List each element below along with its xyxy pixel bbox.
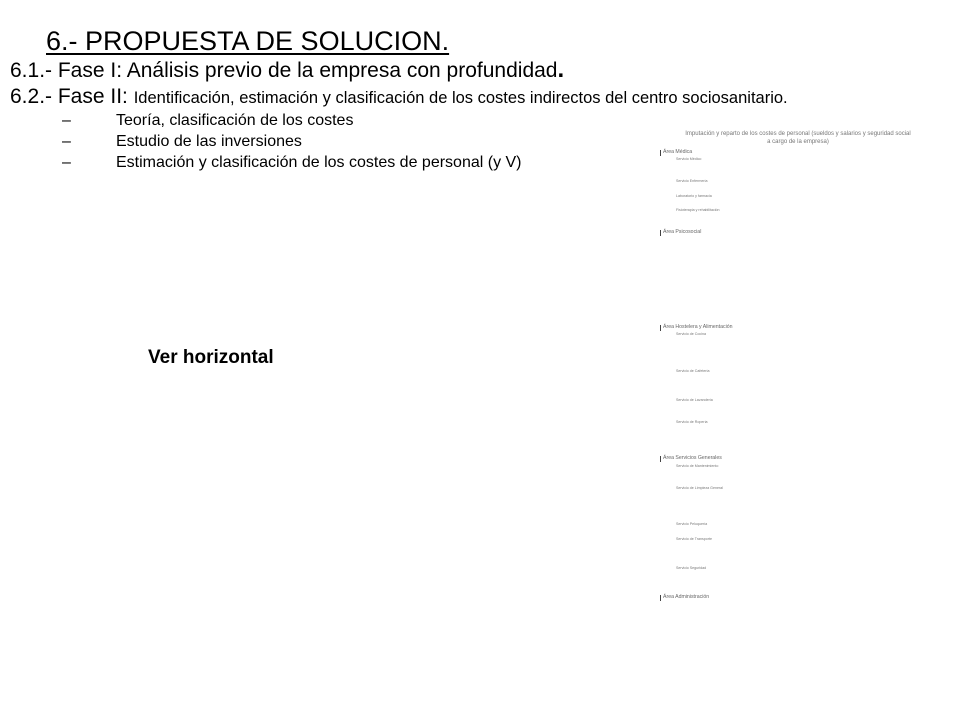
service-row [660,550,936,557]
cost-item-row [660,623,936,630]
list-item-text: Teoría, clasificación de los costes [116,112,354,129]
area-section-row-label: Área Médica [663,149,693,155]
service-row [660,521,936,528]
cost-item-row [660,251,936,258]
bullet-dash: – [62,112,71,129]
cost-item-row [660,616,936,623]
cost-item-row [660,302,936,309]
document-table [660,149,936,631]
service-row [660,295,936,302]
service-row [660,565,936,572]
cost-item-row [660,273,936,280]
service-row [660,601,936,608]
cost-item-row [660,492,936,499]
service-row [660,434,936,441]
service-row [660,331,936,338]
area-section-row [660,455,936,462]
bullet-dash: – [62,133,71,150]
cost-item-row [660,171,936,178]
area-section-row-label: Área Servicios Generales [663,455,722,462]
service-row-label: Laboratorio y farmacia [676,193,712,198]
service-row [660,485,936,492]
service-row-label: Fisioterapia y rehabilitación [676,208,720,213]
cost-item-row [660,543,936,550]
cost-item-row [660,200,936,207]
phase-1-text: 6.1.- Fase I: Análisis previo de la empresa con profundidad [10,59,558,82]
service-row-label: Servicio Enfermería [676,179,708,184]
service-row-label: Servicio de Limpieza General [676,485,723,490]
cost-item-row [660,514,936,521]
phase-2-heading [10,85,788,109]
cost-item-row [660,215,936,222]
cost-item-row [660,477,936,484]
cost-allocation-document [660,130,936,601]
cost-item-row [660,470,936,477]
cost-item-row [660,185,936,192]
service-row-label: Servicio de Lavandería [676,398,713,403]
service-row [660,368,936,375]
service-row [660,156,936,163]
cost-item-row [660,288,936,295]
cost-item-row [660,383,936,390]
cost-item-row [660,412,936,419]
area-section-row-label: Área Hostelera y Alimentación [663,324,733,331]
cost-item-row [660,441,936,448]
service-row-label: Servicio Seguridad [676,565,707,570]
list-item-text: Estimación y clasificación de los costes de personal (y V) [116,154,522,171]
phase-2-description: Identificación, estimación y clasificación de los costes indirectos del centro sociosanitario. [133,89,788,107]
service-row [660,237,936,244]
document-title-line-2: a cargo de la empresa) [767,139,829,145]
cost-item-row [660,587,936,594]
cost-item-row [660,390,936,397]
phase-2-lead: 6.2.- Fase II: [10,85,134,108]
area-section-row [660,594,936,601]
cost-item-row [660,499,936,506]
cost-item-row [660,244,936,251]
service-row-label: Servicio de Mantenimiento [676,463,719,468]
service-row [660,536,936,543]
service-row-label: Servicio Médico [676,157,702,162]
service-row [660,419,936,426]
service-row [660,193,936,200]
document-title-line-1: Imputación y reparto de los costes de personal (sueldos y salarios y seguridad social [685,131,911,137]
cost-item-row [660,375,936,382]
cost-item-row [660,346,936,353]
service-row-label: Servicio de Cafetería [676,368,710,373]
view-horizontal-note: Ver horizontal [148,347,274,368]
service-row-label: Servicio de Cocina [676,332,706,337]
cost-item-row [660,353,936,360]
cost-item-row [660,361,936,368]
area-section-row [660,149,936,156]
service-row-label: Servicio de Transporte [676,536,712,541]
service-row [660,397,936,404]
service-row-label: Servicio Peluquería [676,522,708,527]
document-title [660,130,936,146]
service-row [660,207,936,214]
service-row [660,266,936,273]
cost-item-row [660,164,936,171]
cost-item-row [660,310,936,317]
cost-item-row [660,404,936,411]
list-item-text: Estudio de las inversiones [116,133,302,150]
cost-item-row [660,572,936,579]
area-section-row-label: Área Psicosocial [663,229,702,236]
cost-item-row [660,580,936,587]
cost-item-row [660,528,936,535]
phase-1-heading [10,56,564,84]
area-section-row [660,324,936,331]
phase-1-period: . [557,56,565,83]
cost-item-row [660,558,936,565]
service-row [660,507,936,514]
area-section-row [660,229,936,236]
service-row [660,178,936,185]
bullet-dash: – [62,154,71,171]
cost-item-row [660,609,936,616]
service-row [660,463,936,470]
area-section-row-label: Área Administración [663,594,710,601]
cost-item-row [660,426,936,433]
cost-item-row [660,339,936,346]
cost-item-row [660,258,936,265]
slide-title: 6.- PROPUESTA DE SOLUCION. [46,26,450,56]
service-row-label: Servicio de Ropería [676,419,708,424]
cost-item-row [660,280,936,287]
cost-item-row [660,222,936,229]
